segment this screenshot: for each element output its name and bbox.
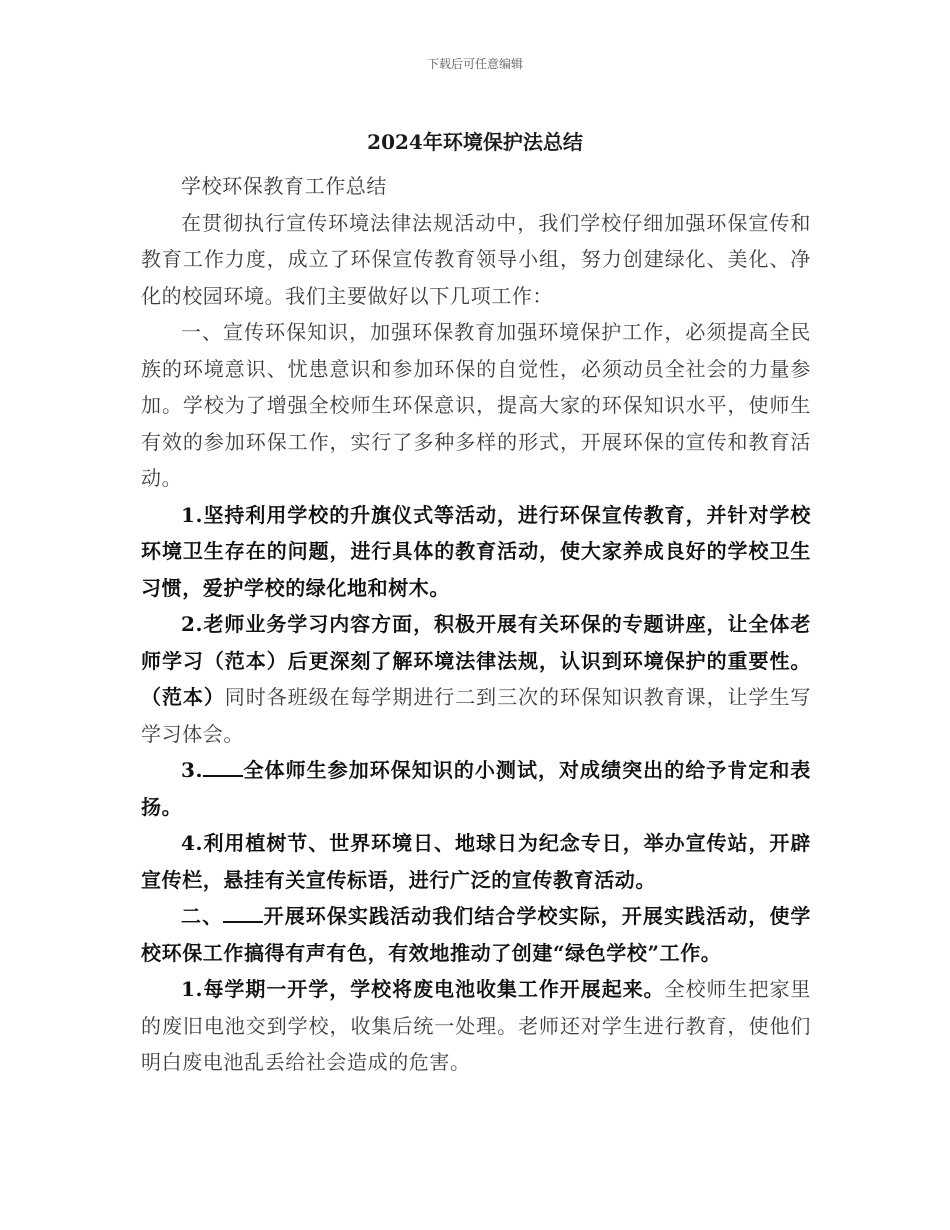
paragraph-practice-item-1 [141, 971, 811, 1081]
item-3-prefix: 3. [181, 758, 204, 782]
practice-item-1-bold-text: 1.每学期一开学，学校将废电池收集工作开展起来。 [181, 977, 665, 1001]
paragraph-section-two [141, 898, 811, 971]
fill-in-blank [203, 757, 243, 777]
paragraph-item-2 [141, 606, 811, 752]
item-3-text: 全体师生参加环保知识的小测试，对成绩突出的给予肯定和表扬。 [141, 758, 811, 819]
paragraph-intro: 在贯彻执行宣传环境法律法规活动中，我们学校仔细加强环保宣传和教育工作力度，成立了环保宣传教育领导小组，努力创建绿化、美化、净化的校园环境。我们主要做好以下几项工作： [141, 210, 811, 308]
header-note: 下载后可任意编辑 [426, 57, 523, 71]
practice-item-1-normal-text: 全校师生把家里的废旧电池交到学校，收集后统一处理。老师还对学生进行教育，使他们明白废电池乱丢给社会造成的危害。 [141, 977, 812, 1074]
paragraph-item-3 [141, 752, 811, 825]
paragraph-item-4: 4.利用植树节、世界环境日、地球日为纪念专日，举办宣传站，开辟宣传栏，悬挂有关宣传标语，进行广泛的宣传教育活动。 [141, 831, 811, 892]
document-body [141, 168, 811, 1081]
paragraph-subtitle: 学校环保教育工作总结 [181, 174, 387, 198]
fill-in-blank [223, 903, 263, 923]
item-2-normal-text: 同时各班级在每学期进行二到三次的环保知识教育课，让学生写学习体会。 [141, 685, 811, 746]
section-two-prefix: 二、 [181, 904, 224, 928]
paragraph-item-1: 1.坚持利用学校的升旗仪式等活动，进行环保宣传教育，并针对学校环境卫生存在的问题，进行具体的教育活动，使大家养成良好的学校卫生习惯，爱护学校的绿化地和树木。 [141, 502, 811, 600]
paragraph-section-one: 一、宣传环保知识，加强环保教育加强环境保护工作，必须提高全民族的环境意识、忧患意识和参加环保的自觉性，必须动员全社会的力量参加。学校为了增强全校师生环保意识，提高大家的环保知识水平，使师生有效的参加环保工作，实行了多种多样的形式，开展环保的宣传和教育活动。 [141, 320, 811, 490]
section-two-text: 开展环保实践活动我们结合学校实际，开展实践活动，使学校环保工作搞得有声有色，有效地推动了创建“绿色学校”工作。 [141, 904, 812, 965]
item-2-bold-text: 2.老师业务学习内容方面，积极开展有关环保的专题讲座，让全体老师学习（范本）后更深刻了解环境法律法规，认识到环境保护的重要性。（范本） [141, 612, 811, 709]
document-title: 2024年环境保护法总结 [367, 130, 583, 154]
